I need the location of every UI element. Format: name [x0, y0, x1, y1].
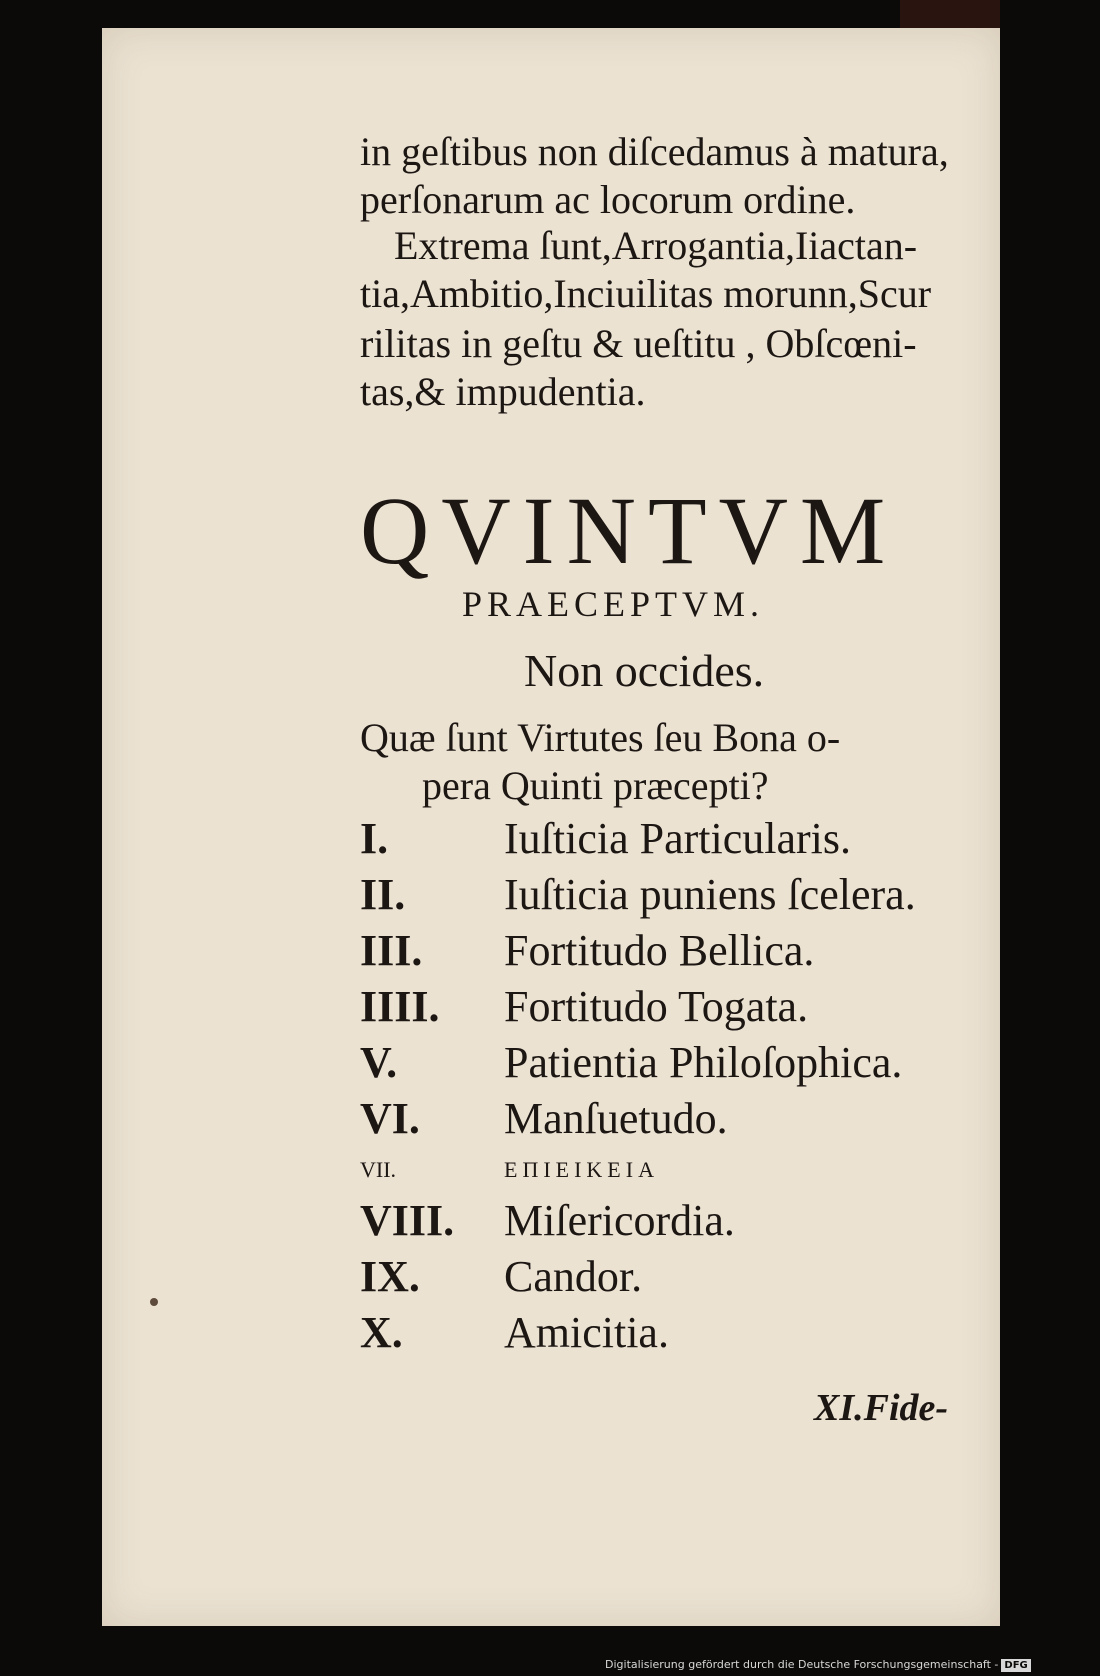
virtue-numeral: X. — [360, 1308, 403, 1357]
virtue-item — [360, 1307, 1100, 1363]
virtue-numeral: IX. — [360, 1252, 420, 1301]
virtue-name: Candor. — [504, 1252, 643, 1301]
digitization-credit — [605, 1656, 1028, 1674]
ink-spot — [150, 1298, 158, 1306]
catchword: XI.Fide- — [814, 1387, 949, 1429]
virtue-name: Miſericordia. — [504, 1196, 735, 1245]
paragraph-line: tas,& impudentia. — [360, 369, 646, 414]
virtue-name: Manſuetudo. — [504, 1094, 728, 1143]
question-line: pera Quinti præcepti? — [422, 763, 769, 808]
virtue-item — [360, 1251, 1100, 1307]
virtue-numeral: I. — [360, 814, 389, 863]
virtue-numeral: III. — [360, 926, 423, 975]
virtue-item — [360, 869, 1100, 925]
virtue-item — [360, 981, 1100, 1037]
credit-text: Digitalisierung gefördert durch die Deutsche Forschungsgemeinschaft - — [605, 1658, 999, 1671]
virtue-item — [360, 1143, 1100, 1199]
paragraph-line: in geſtibus non diſcedamus à matura, — [360, 129, 949, 174]
section-heading: QVINTVM — [360, 477, 898, 584]
virtue-item — [360, 1093, 1100, 1149]
paragraph-line: tia,Ambitio,Inciuilitas morunn,Scur — [360, 271, 932, 316]
paragraph-line: Extrema ſunt,Arrogantia,Iiactan- — [394, 223, 918, 268]
virtue-numeral: VIII. — [360, 1196, 455, 1245]
virtue-numeral: VI. — [360, 1094, 420, 1143]
virtue-numeral: V. — [360, 1038, 398, 1087]
virtue-item — [360, 813, 1100, 869]
virtue-numeral: II. — [360, 870, 406, 919]
virtue-name: Fortitudo Bellica. — [504, 926, 815, 975]
question-line: Quæ ſunt Virtutes ſeu Bona o- — [360, 715, 841, 760]
virtue-item — [360, 1037, 1100, 1093]
virtue-item — [360, 925, 1100, 981]
section-subheading: PRAECEPTVM. — [462, 584, 765, 624]
virtue-name: Amicitia. — [504, 1308, 669, 1357]
dfg-logo: DFG — [1001, 1659, 1030, 1672]
paragraph-line: perſonarum ac locorum ordine. — [360, 177, 856, 222]
virtue-numeral: IIII. — [360, 982, 440, 1031]
book-page — [102, 28, 1000, 1626]
virtue-name: Patientia Philoſophica. — [504, 1038, 903, 1087]
virtue-item — [360, 1195, 1100, 1251]
virtue-name: Iuſticia Particularis. — [504, 814, 851, 863]
paragraph-line: rilitas in geſtu & ueſtitu , Obſcœni- — [360, 321, 917, 366]
virtue-name: Fortitudo Togata. — [504, 982, 809, 1031]
virtue-name: Iuſticia puniens ſcelera. — [504, 870, 916, 919]
commandment-text: Non occides. — [524, 645, 765, 696]
virtue-numeral: VII. — [360, 1157, 397, 1182]
virtue-name: ΕΠΙΕΙΚΕΙΑ — [504, 1157, 659, 1182]
